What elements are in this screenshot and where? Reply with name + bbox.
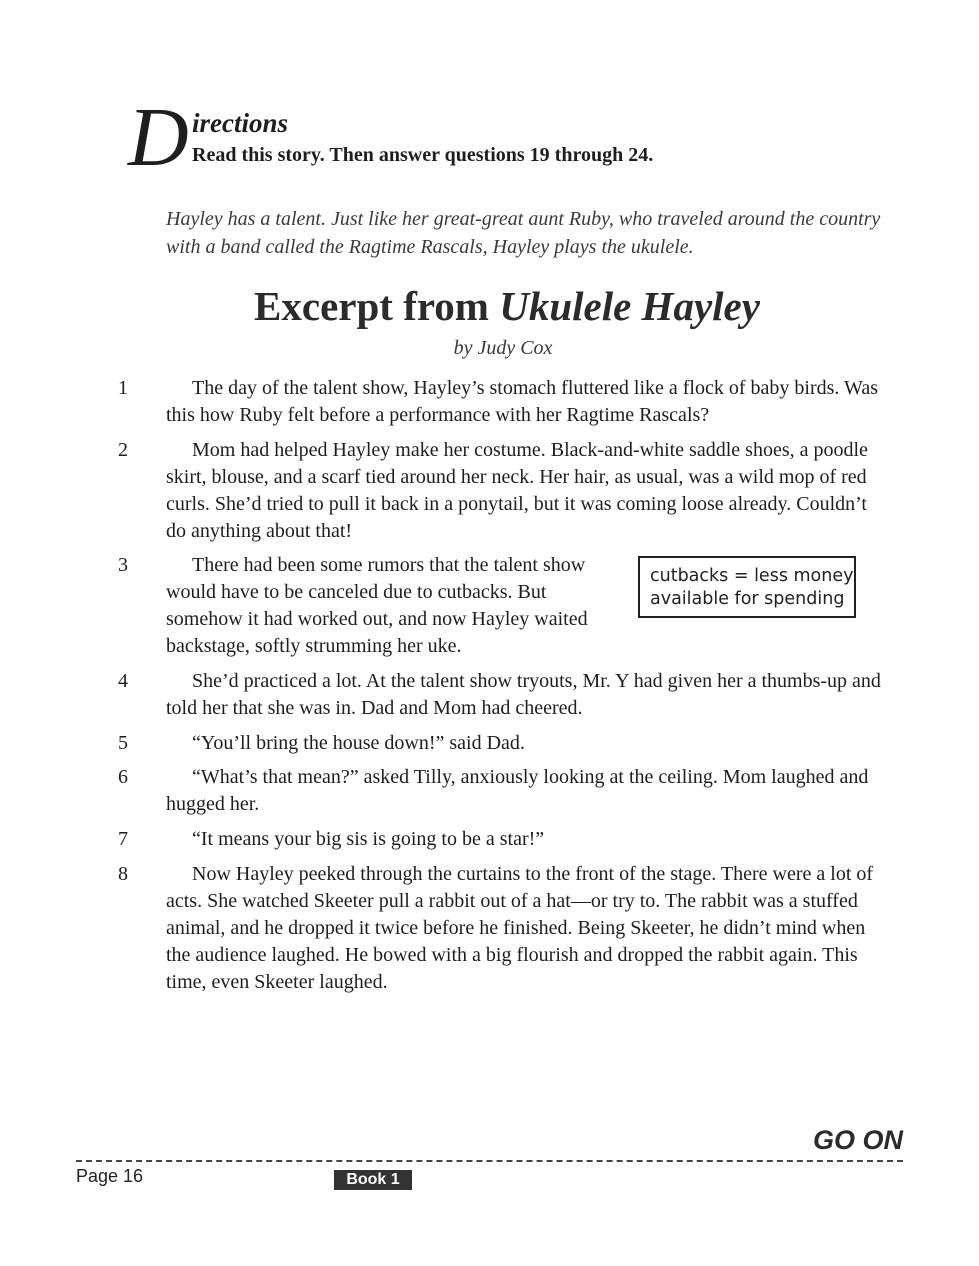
- paragraph: “What’s that mean?” asked Tilly, anxiously looking at the ceiling. Mom laughed and hugged her.: [166, 766, 869, 815]
- footer-divider: [76, 1160, 903, 1162]
- title-prefix: Excerpt from: [254, 283, 500, 329]
- paragraph-number: 7: [118, 828, 128, 850]
- callout-line-2: available for spending: [650, 589, 845, 609]
- paragraph-number: 6: [118, 766, 128, 788]
- story-title: [0, 282, 979, 330]
- vocabulary-callout-box: [638, 556, 856, 618]
- directions-heading: irections: [192, 108, 289, 138]
- directions-instruction: Read this story. Then answer questions 19 through 24.: [192, 144, 654, 166]
- paragraph: There had been some rumors that the talent show would have to be canceled due to cutbacks. But somehow it had worked out, and now Hayley waited backstage, softly strumming her uke.: [166, 554, 588, 657]
- paragraph-number: 2: [118, 439, 128, 461]
- paragraph: “It means your big sis is going to be a star!”: [192, 828, 545, 850]
- paragraph: “You’ll bring the house down!” said Dad.: [192, 732, 525, 754]
- paragraph: The day of the talent show, Hayley’s stomach fluttered like a flock of baby birds. Was this how Ruby felt before a performance with her Ragtime Rascals?: [166, 377, 878, 426]
- paragraph-number: 3: [118, 554, 128, 576]
- book-badge: Book 1: [334, 1170, 412, 1190]
- story-introduction: Hayley has a talent. Just like her great-great aunt Ruby, who traveled around the country with a band called the Ragtime Rascals, Hayley plays the ukulele.: [166, 208, 881, 258]
- go-on-label: GO ON: [812, 1125, 903, 1155]
- paragraph: She’d practiced a lot. At the talent show tryouts, Mr. Y had given her a thumbs-up and told her that she was in. Dad and Mom had cheered.: [166, 670, 881, 719]
- paragraph-number: 5: [118, 732, 128, 754]
- page-number: Page 16: [76, 1166, 144, 1186]
- paragraph: Mom had helped Hayley make her costume. Black-and-white saddle shoes, a poodle skirt, blouse, and a scarf tied around her neck. Her hair, as usual, was a wild mop of red curls. She’d tried to pull it back in a ponytail, but it was coming loose already. Couldn’t do anything about that!: [166, 439, 868, 542]
- callout-line-1: cutbacks = less money: [650, 566, 854, 586]
- paragraph-number: 8: [118, 863, 128, 885]
- paragraph: Now Hayley peeked through the curtains to the front of the stage. There were a lot of acts. She watched Skeeter pull a rabbit out of a hat—or try to. The rabbit was a stuffed animal, and he dropped it twice before he finished. Being Skeeter, he didn’t mind when the audience laughed. He bowed with a big flourish and dropped the rabbit again. This time, even Skeeter laughed.: [166, 863, 874, 993]
- paragraph-number: 1: [118, 377, 128, 399]
- story-byline: by Judy Cox: [453, 337, 553, 359]
- directions-drop-cap: D: [128, 91, 189, 184]
- title-book-name: Ukulele Hayley: [499, 283, 760, 329]
- paragraph-number: 4: [118, 670, 128, 692]
